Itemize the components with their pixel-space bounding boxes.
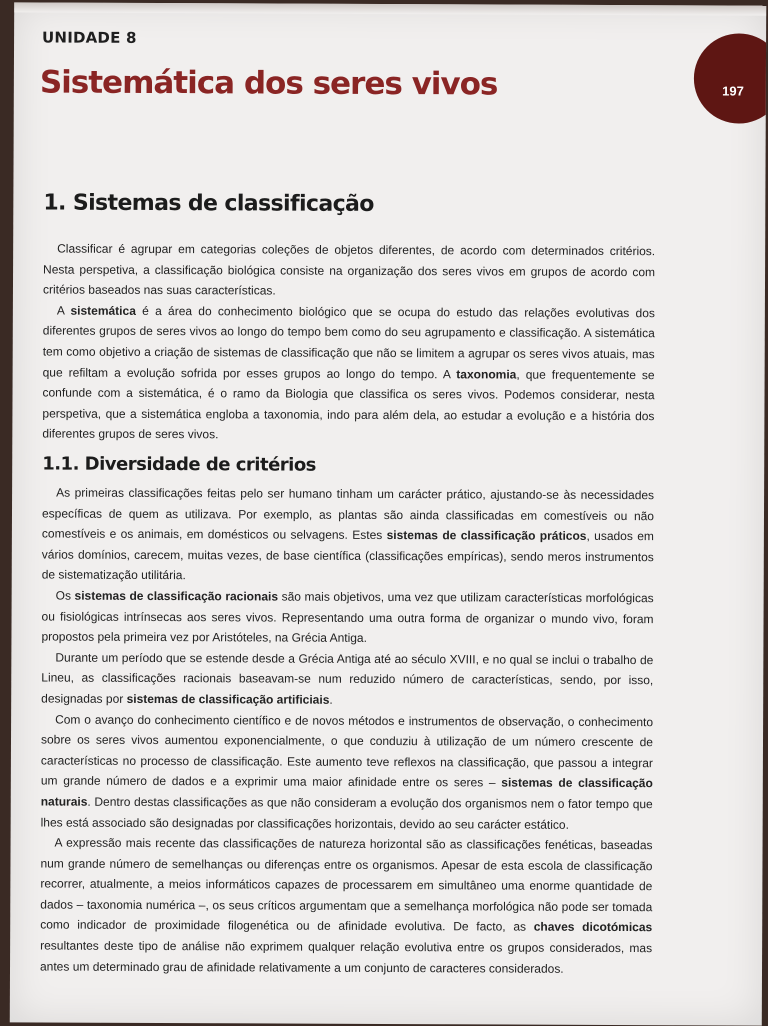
text-run: A expressão mais recente das classificações de natureza horizontal são as classificações fenéticas, baseadas num grande número de semelhanças ou diferenças entre os organismos. Apesar de esta escola de classificação recorrer, atualmente, a meios informáticos capazes de processarem em simultâneo uma enorme quantidade de dados – taxonomia numérica –, os seus críticos argumentam que a semelhança morfológica não pode ser tomada como indicador de proximidade filogenética ou de afinidade evolutiva. De facto, as (40, 835, 653, 935)
side-credit-mark (16, 932, 28, 1012)
unit-label: UNIDADE 8 (42, 28, 137, 47)
subsection-body (40, 482, 654, 979)
text-run: A (56, 303, 71, 318)
body-paragraph (42, 300, 655, 447)
page-number-badge (694, 33, 767, 123)
section-heading: 1. Sistemas de classificação (43, 190, 374, 217)
text-run: Durante um período que se estende desde a Grécia Antiga até ao século XVIII, e no qual se inclui o trabalho de Lineu, as classificações racionais baseavam-se num reduzido número de características, sendo, por isso, designadas por (41, 650, 654, 706)
bold-term: taxonomia (456, 366, 517, 382)
text-run: é a área do conhecimento biológico que se ocupa do estudo das relações evolutivas dos diferentes grupos de seres vivos ao longo do tempo bem como do seu agrupamento e classificação. A sistemática tem como objetivo a criação de sistemas de classificação que não se limitem a agrupar os seres vivos atuais, mas que refiltam a evolução sofrida por esses grupos ao longo do tempo. A (42, 303, 655, 381)
text-run: . (329, 692, 333, 707)
text-run: resultantes deste tipo de análise não exprimem qualquer relação evolutiva entre os grupos considerados, mas antes um determinado grau de afinidade relativamente a um conjunto de caracteres considerados. (39, 938, 653, 976)
book-page (10, 2, 766, 1025)
body-paragraph (43, 238, 655, 302)
text-run: Com o avanço do conhecimento científico e de novos métodos e instrumentos de observação, o conhecimento sobre os seres vivos aumentou exponencialmente, o que conduziu à utilização de um número crescente de características no processo de classificação. Este aumento teve reflexos na classificação, que passou a integrar um grande número de dados e a exprimir uma maior afinidade entre os seres – (40, 712, 654, 790)
bold-term: sistemática (70, 303, 136, 318)
text-run: As primeiras classificações feitas pelo ser humano tinham um carácter prático, ajustando-se às necessidades específicas de quem as utilizava. Por exemplo, as plantas são ainda classificadas em comestíveis ou não comestíveis e os animais, em domésticos ou selvagens. Estes (41, 485, 655, 543)
page-top-edge (14, 2, 766, 15)
text-run: , que frequentemente se confunde com a sistemática, é o ramo da Biologia que classifica os seres vivos. Podemos considerar, nesta perspetiva, que a sistemática engloba a taxonomia, indo para além dela, ao estudar a evolução e a história dos diferentes grupos de seres vivos. (42, 367, 655, 442)
body-paragraph (41, 709, 654, 835)
body-paragraph (42, 482, 654, 588)
bold-term: sistemas de classificação práticos (386, 528, 587, 544)
bold-term: sistemas de classificação naturais (40, 775, 653, 809)
body-paragraph (40, 833, 653, 980)
text-run: são mais objetivos, uma vez que utilizam características morfológicas ou fisiológicas intrínsecas aos seres vivos. Representando uma outra forma de organizar o mundo vivo, foram propostos pela primeira vez por Aristóteles, na Grécia Antiga. (41, 589, 654, 646)
bold-term: sistemas de classificação artificiais (126, 691, 330, 707)
text-run: Classificar é agrupar em categorias coleções de objetos diferentes, de acordo com determinados critérios. Nesta perspetiva, a classificação biológica consiste na organização dos seres vivos em grupos de acordo com critérios baseados nas suas características. (42, 241, 656, 298)
page-number: 197 (722, 83, 744, 99)
section-body (42, 238, 655, 447)
text-run: , usados em vários domínios, carecem, muitas vezes, de base científica (classificações empíricas), sendo meros instrumentos de sistematização utilitária. (41, 529, 654, 583)
text-run: Os (55, 588, 75, 603)
bold-term: sistemas de classificação racionais (74, 588, 279, 604)
body-paragraph (41, 585, 653, 649)
subsection-heading: 1.1. Diversidade de critérios (42, 453, 316, 476)
text-run: . Dentro destas classificações as que não consideram a evolução dos organismos nem o fator tempo que lhes está associado são designadas por classificações horizontais, devido ao seu carácter estático. (40, 794, 653, 832)
bold-term: chaves dicotómicas (533, 920, 653, 935)
body-paragraph (41, 647, 653, 711)
chapter-title: Sistemática dos seres vivos (39, 64, 498, 103)
